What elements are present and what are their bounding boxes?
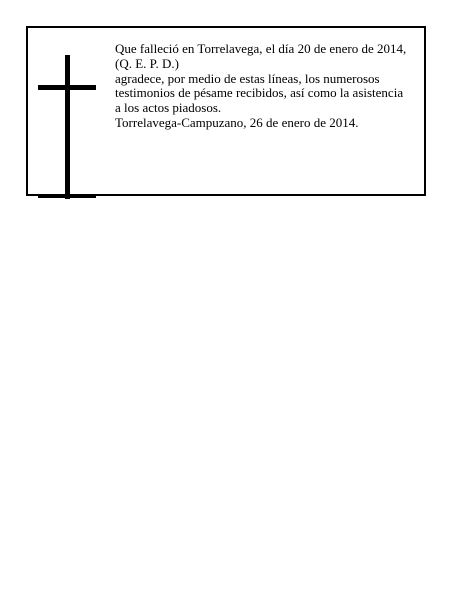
notice-line-place-date: Torrelavega-Campuzano, 26 de enero de 2014.	[115, 114, 359, 130]
notice-line-qepd: (Q. E. P. D.)	[115, 55, 179, 71]
obituary-text	[115, 42, 425, 131]
cross-vertical-bar	[65, 55, 70, 199]
cross-horizontal-bar	[38, 85, 96, 90]
notice-line-death-statement: Que falleció en Torrelavega, el día 20 de enero de 2014,	[115, 41, 407, 56]
notice-line-condolences: testimonios de pésame recibidos, así como la asistencia	[115, 85, 404, 101]
notice-line-thanks: agradece, por medio de estas líneas, los numerosos	[115, 70, 380, 86]
cross-icon	[28, 28, 108, 196]
notice-line-ceremonies: a los actos piadosos.	[115, 100, 222, 116]
cross-base-line	[38, 196, 96, 198]
obituary-notice-box	[26, 26, 426, 196]
